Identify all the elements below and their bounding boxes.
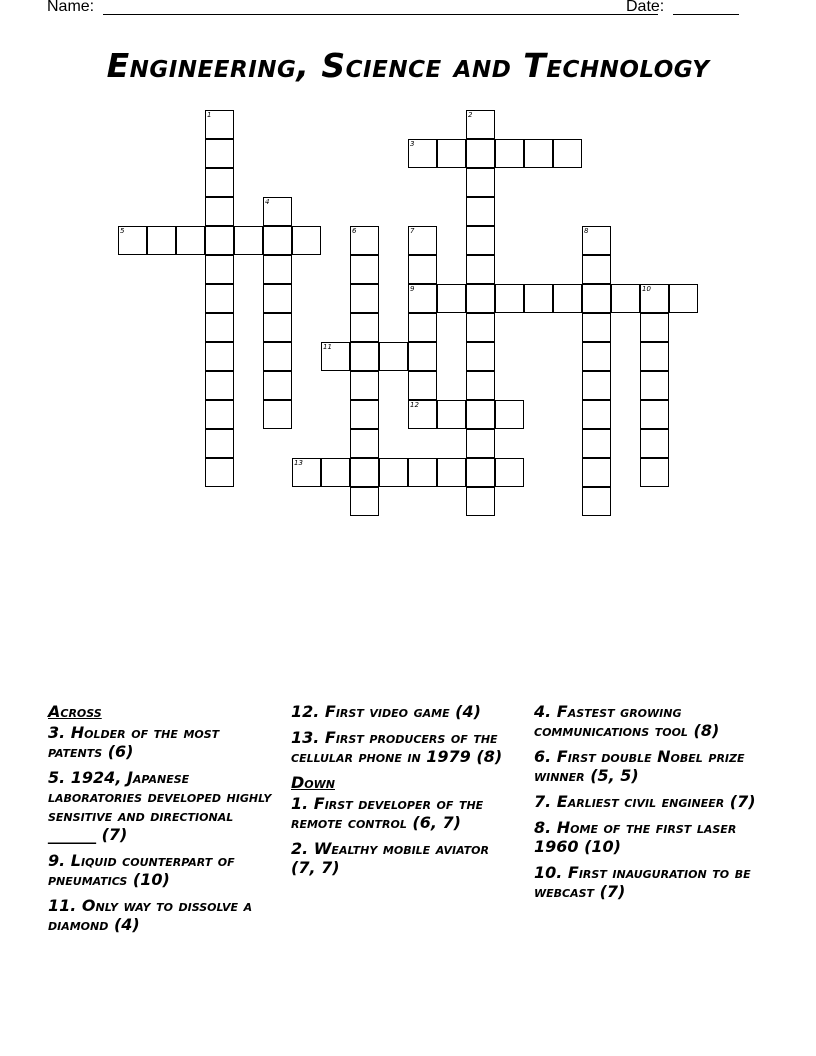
- grid-cell[interactable]: [408, 284, 437, 313]
- clue-down-6: 6. First double Nobel prize winner (5, 5): [534, 747, 745, 785]
- grid-cell[interactable]: [582, 400, 611, 429]
- grid-cell[interactable]: [321, 458, 350, 487]
- grid-cell[interactable]: [350, 371, 379, 400]
- grid-cell[interactable]: [379, 458, 408, 487]
- grid-cell[interactable]: [263, 226, 292, 255]
- grid-cell[interactable]: [495, 400, 524, 429]
- grid-cell[interactable]: [176, 226, 205, 255]
- grid-cell[interactable]: [205, 313, 234, 342]
- grid-cell[interactable]: [205, 284, 234, 313]
- grid-cell[interactable]: [408, 255, 437, 284]
- grid-cell[interactable]: [553, 284, 582, 313]
- grid-cell[interactable]: [582, 226, 611, 255]
- grid-cell[interactable]: [147, 226, 176, 255]
- grid-cell[interactable]: [118, 226, 147, 255]
- grid-cell[interactable]: [350, 487, 379, 516]
- grid-cell[interactable]: [321, 342, 350, 371]
- grid-cell[interactable]: [263, 197, 292, 226]
- grid-cell[interactable]: [408, 400, 437, 429]
- clue-across-12: 12. First video game (4): [291, 702, 481, 721]
- grid-cell[interactable]: [263, 400, 292, 429]
- clue-column-1: [48, 702, 276, 941]
- grid-cell[interactable]: [466, 429, 495, 458]
- grid-cell[interactable]: [350, 255, 379, 284]
- grid-cell[interactable]: [408, 313, 437, 342]
- clue-number: 11: [323, 343, 332, 351]
- grid-cell[interactable]: [640, 342, 669, 371]
- grid-cell[interactable]: [350, 400, 379, 429]
- grid-cell[interactable]: [495, 458, 524, 487]
- grid-cell[interactable]: [582, 313, 611, 342]
- grid-cell[interactable]: [611, 284, 640, 313]
- grid-cell[interactable]: [640, 458, 669, 487]
- clue-number: 2: [468, 111, 473, 119]
- grid-cell[interactable]: [466, 110, 495, 139]
- clue-across-13: 13. First producers of the cellular phone in 1979 (8): [291, 728, 503, 766]
- grid-cell[interactable]: [466, 255, 495, 284]
- grid-cell[interactable]: [263, 313, 292, 342]
- clue-number: 6: [352, 227, 357, 235]
- grid-cell[interactable]: [466, 139, 495, 168]
- clue-column-3: [534, 702, 774, 908]
- grid-cell[interactable]: [466, 458, 495, 487]
- down-heading: Down: [291, 773, 335, 792]
- grid-cell[interactable]: [495, 284, 524, 313]
- grid-cell[interactable]: [408, 458, 437, 487]
- grid-cell[interactable]: [234, 226, 263, 255]
- grid-cell[interactable]: [466, 226, 495, 255]
- clue-down-4: 4. Fastest growing communications tool (8): [534, 702, 720, 740]
- grid-cell[interactable]: [292, 458, 321, 487]
- clue-across-9: 9. Liquid counterpart of pneumatics (10): [48, 851, 235, 889]
- clue-down-8: 8. Home of the first laser 1960 (10): [534, 818, 737, 856]
- clue-down-1: 1. First developer of the remote control (6, 7): [291, 794, 484, 832]
- name-label: Name:: [47, 0, 95, 15]
- grid-cell[interactable]: [466, 284, 495, 313]
- grid-cell[interactable]: [466, 487, 495, 516]
- grid-cell[interactable]: [263, 255, 292, 284]
- grid-cell[interactable]: [350, 313, 379, 342]
- grid-cell[interactable]: [350, 226, 379, 255]
- clue-across-3: 3. Holder of the most patents (6): [48, 723, 220, 761]
- grid-cell[interactable]: [205, 255, 234, 284]
- grid-cell[interactable]: [466, 400, 495, 429]
- clue-down-7: 7. Earliest civil engineer (7): [534, 792, 756, 811]
- grid-cell[interactable]: [582, 255, 611, 284]
- grid-cell[interactable]: [640, 429, 669, 458]
- grid-cell[interactable]: [640, 313, 669, 342]
- clue-down-2: 2. Wealthy mobile aviator (7, 7): [291, 839, 489, 877]
- grid-cell[interactable]: [582, 429, 611, 458]
- grid-cell[interactable]: [205, 197, 234, 226]
- grid-cell[interactable]: [205, 371, 234, 400]
- grid-cell[interactable]: [640, 400, 669, 429]
- grid-cell[interactable]: [263, 371, 292, 400]
- clue-number: 4: [265, 198, 270, 206]
- date-label: Date:: [626, 0, 665, 15]
- clue-across-11: 11. Only way to dissolve a diamond (4): [48, 896, 253, 934]
- grid-cell[interactable]: [669, 284, 698, 313]
- grid-cell[interactable]: [437, 284, 466, 313]
- grid-cell[interactable]: [466, 371, 495, 400]
- grid-cell[interactable]: [408, 226, 437, 255]
- clue-down-10: 10. First inauguration to be webcast (7): [534, 863, 751, 901]
- grid-cell[interactable]: [205, 226, 234, 255]
- grid-cell[interactable]: [350, 429, 379, 458]
- grid-cell[interactable]: [350, 458, 379, 487]
- grid-cell[interactable]: [640, 371, 669, 400]
- clue-number: 12: [410, 401, 419, 409]
- clue-number: 9: [410, 285, 415, 293]
- grid-cell[interactable]: [640, 284, 669, 313]
- grid-cell[interactable]: [350, 284, 379, 313]
- clue-column-2: [291, 702, 513, 884]
- grid-cell[interactable]: [263, 342, 292, 371]
- grid-cell[interactable]: [205, 342, 234, 371]
- grid-cell[interactable]: [205, 139, 234, 168]
- grid-cell[interactable]: [582, 487, 611, 516]
- grid-cell[interactable]: [582, 458, 611, 487]
- grid-cell[interactable]: [205, 168, 234, 197]
- clue-number: 5: [120, 227, 125, 235]
- across-heading: Across: [48, 702, 102, 721]
- clue-number: 7: [410, 227, 415, 235]
- grid-cell[interactable]: [408, 139, 437, 168]
- grid-cell[interactable]: [379, 342, 408, 371]
- grid-cell[interactable]: [466, 168, 495, 197]
- grid-cell[interactable]: [292, 226, 321, 255]
- grid-cell[interactable]: [524, 139, 553, 168]
- clue-number: 1: [207, 111, 212, 119]
- clue-number: 10: [642, 285, 651, 293]
- grid-cell[interactable]: [495, 139, 524, 168]
- grid-cell[interactable]: [437, 400, 466, 429]
- grid-cell[interactable]: [582, 342, 611, 371]
- grid-cell[interactable]: [408, 371, 437, 400]
- grid-cell[interactable]: [205, 429, 234, 458]
- clue-across-5: 5. 1924, Japanese laboratories developed highly sensitive and directional ______ (7): [48, 768, 272, 844]
- grid-cell[interactable]: [466, 313, 495, 342]
- grid-cell[interactable]: [466, 197, 495, 226]
- clue-number: 8: [584, 227, 589, 235]
- clue-number: 3: [410, 140, 415, 148]
- page-title: Engineering, Science and Technology: [106, 46, 710, 85]
- grid-cell[interactable]: [350, 342, 379, 371]
- grid-cell[interactable]: [582, 371, 611, 400]
- grid-cell[interactable]: [437, 139, 466, 168]
- grid-cell[interactable]: [205, 400, 234, 429]
- grid-cell[interactable]: [437, 458, 466, 487]
- grid-cell[interactable]: [205, 110, 234, 139]
- clue-number: 13: [294, 459, 303, 467]
- grid-cell[interactable]: [263, 284, 292, 313]
- grid-cell[interactable]: [205, 458, 234, 487]
- grid-cell[interactable]: [582, 284, 611, 313]
- grid-cell[interactable]: [553, 139, 582, 168]
- grid-cell[interactable]: [524, 284, 553, 313]
- grid-cell[interactable]: [466, 342, 495, 371]
- grid-cell[interactable]: [408, 342, 437, 371]
